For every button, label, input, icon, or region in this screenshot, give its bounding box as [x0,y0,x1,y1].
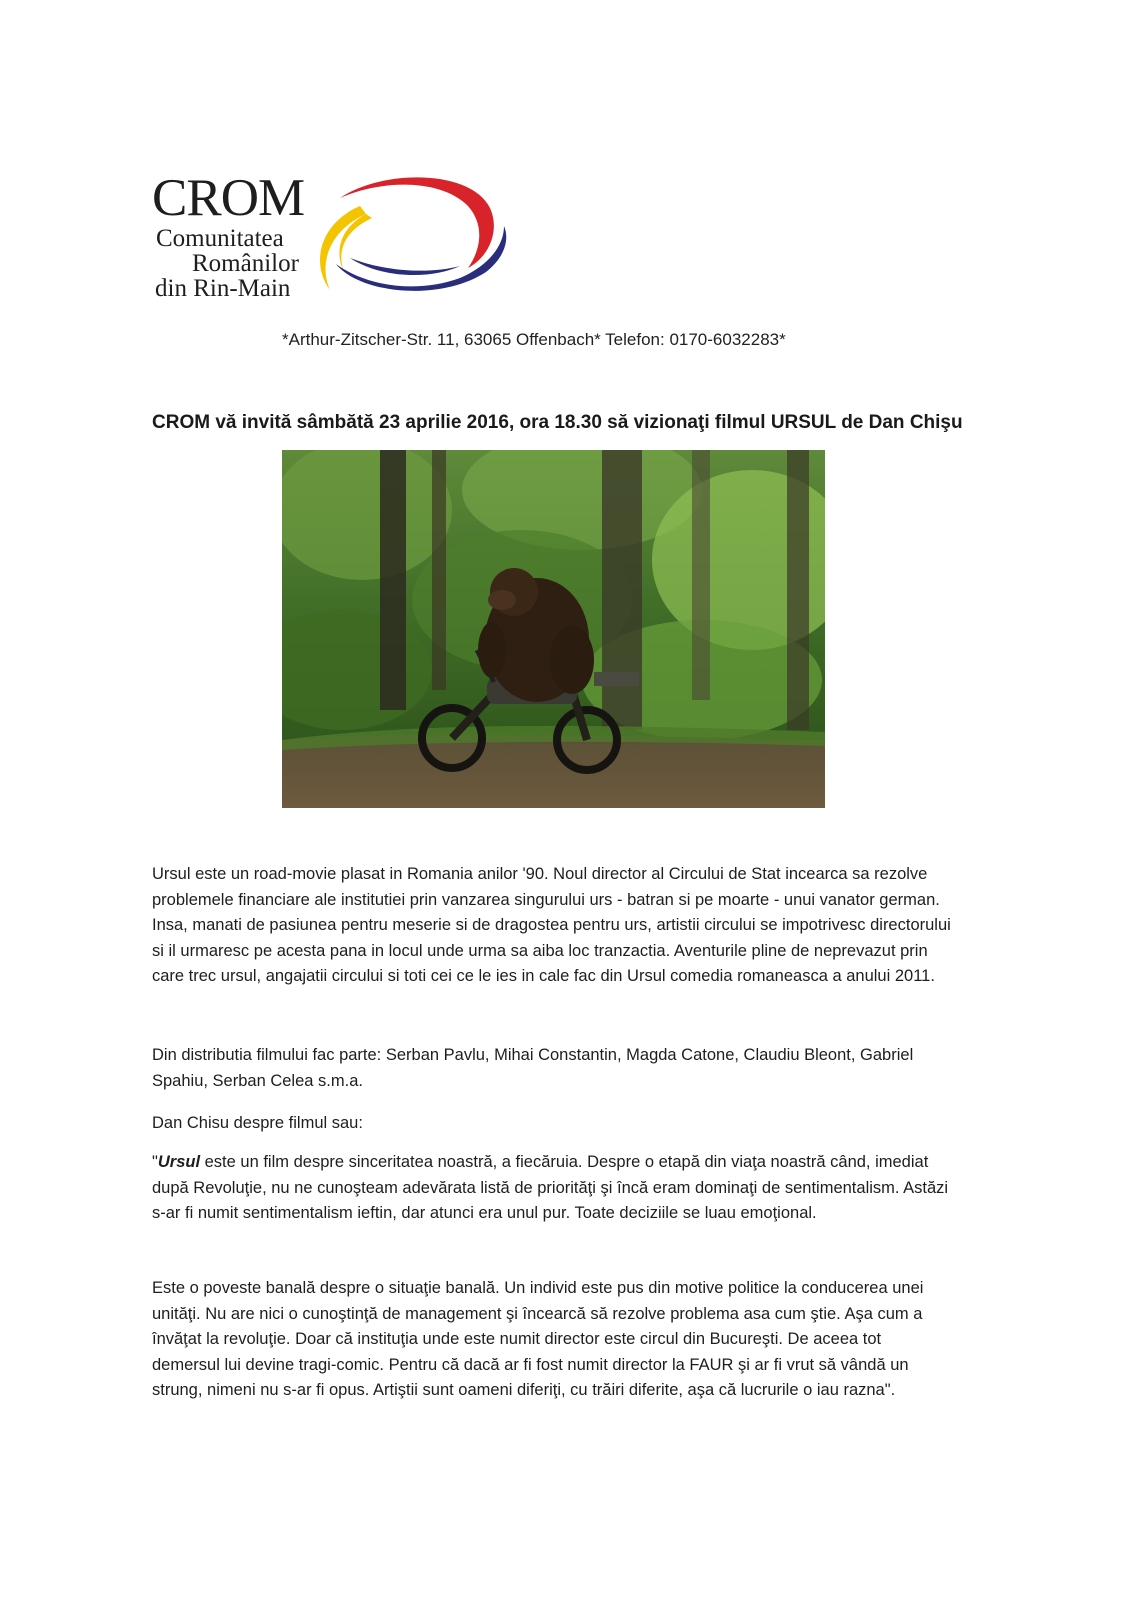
cast-paragraph [152,1043,952,1094]
synopsis-text: Ursul este un road-movie plasat in Romania anilor '90. Noul director al Circului de Stat incearca sa rezolve problemele financiare ale institutiei prin vanzarea singurului urs - batran si pe moarte - unui vanator german. Insa, manati de pasiunea pentru meserie si de dragostea pentru urs, artistii circului se impotrivesc directorului si il urmaresc pe acesta pana in locul unde urma sa aiba loc tranzactia. Aventurile pline de neprevazut prin care trec ursul, angajatii circului si toti cei ce le ies in cale fac din Ursul comedia romaneasca a anului 2011. [152,865,951,985]
director-quote-text [152,1150,952,1227]
director-quote-text-2: Este o poveste banală despre o situaţie banală. Un individ este pus din motive politice la conducerea unei unităţi. Nu are nici o cunoştinţă de management şi încearcă să rezolve problema asa cum ştie. Aşa cum a învăţat la revoluţie. Doar că instituţia unde este numit director este circul din Bucureşti. De aceea tot demersul lui devine tragi-comic. Pentru că dacă ar fi fost numit director la FAUR şi ar fi vrut să vândă un strung, nimeni nu s-ar fi opus. Artiştii sunt oameni diferiţi, cu trăiri diferite, aşa că lucrurile o iau razna". [152,1279,924,1399]
bear-on-motorcycle-image [282,450,825,808]
director-intro-paragraph [152,1111,952,1137]
cast-text: Din distributia filmului fac parte: Serban Pavlu, Mihai Constantin, Magda Catone, Claudiu Bleont, Gabriel Spahiu, Serban Celea s.m.a. [152,1046,914,1090]
quote-film-title: Ursul [157,1153,201,1171]
director-quote-paragraph-2 [152,1276,952,1404]
contact-address: *Arthur-Zitscher-Str. 11, 63065 Offenbach* Telefon: 0170-6032283* [282,330,786,349]
logo-line-2: Românilor [192,250,299,277]
director-intro-text: Dan Chisu despre filmul sau: [152,1114,363,1132]
film-still-image [282,450,825,808]
invitation-headline: CROM vă invită sâmbătă 23 aprilie 2016, ora 18.30 să vizionaţi filmul URSUL de Dan Chişu [152,412,963,433]
director-quote-paragraph [152,1150,952,1227]
logo-wordmark: CROM [152,169,305,227]
quote-body: este un film despre sinceritatea noastră, a fiecăruia. Despre o etapă din viaţa noastră când, imediat după Revoluţie, nu ne cunoşteam adevărata listă de priorităţi şi încă eram dominaţi de sentimentalism. Astăzi s-ar fi numit sentimentalism ieftin, dar atunci era unul pur. Toate deciziile se luau emoţional. [152,1153,949,1222]
crom-logo-rings-icon [300,168,512,308]
synopsis-paragraph [152,862,952,990]
logo-line-1: Comunitatea [156,225,284,252]
quote-open-mark: " [152,1153,158,1171]
logo-line-3: din Rin-Main [155,275,291,302]
